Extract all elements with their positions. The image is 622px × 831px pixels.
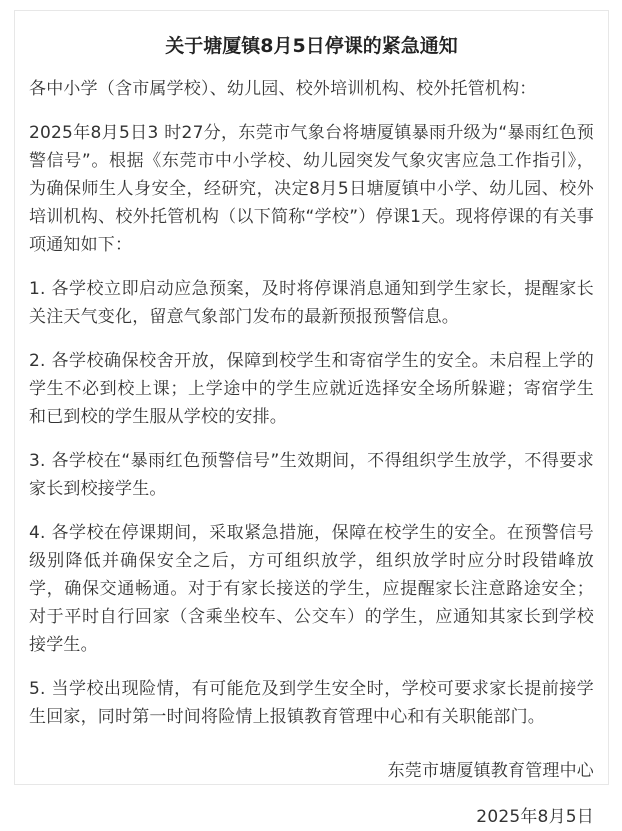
notice-card [14,10,609,827]
notice-title: 关于塘厦镇8月5日停课的紧急通知 [165,35,458,57]
notice-paragraph-item-1: 1. 各学校立即启动应急预案，及时将停课消息通知到学生家长，提醒家长关注天气变化，留意气象部门发布的最新预报预警信息。 [29,279,594,327]
notice-paragraph-item-4: 4. 各学校在停课期间，采取紧急措施，保障在校学生的安全。在预警信号级别降低并确保安全之后，方可组织放学，组织放学时应分时段错峰放学，确保交通畅通。对于有家长接送的学生，应提醒家长注意路途安全；对于平时自行回家（含乘坐校车、公交车）的学生，应通知其家长到学校接学生。 [29,523,594,655]
notice-salutation: 各中小学（含市属学校）、幼儿园、校外培训机构、校外托管机构： [29,79,537,99]
notice-paragraph-item-3: 3. 各学校在“暴雨红色预警信号”生效期间，不得组织学生放学，不得要求家长到校接学生。 [29,451,594,499]
notice-paragraph-item-5: 5. 当学校出现险情，有可能危及到学生安全时，学校可要求家长提前接学生回家，同时第一时间将险情上报镇教育管理中心和有关职能部门。 [29,679,594,727]
notice-page [0,10,622,827]
notice-paragraph-item-2: 2. 各学校确保校舍开放，保障到校学生和寄宿学生的安全。未启程上学的学生不必到校上课；上学途中的学生应就近选择安全场所躲避；寄宿学生和已到校的学生服从学校的安排。 [29,351,594,427]
notice-paragraph-intro: 2025年8月5日3 时27分，东莞市气象台将塘厦镇暴雨升级为“暴雨红色预警信号”。根据《东莞市中小学校、幼儿园突发气象灾害应急工作指引》，为确保师生人身安全，经研究，决定8月5日塘厦镇中小学、幼儿园、校外培训机构、校外托管机构（以下简称“学校”）停课1天。现将停课的有关事项通知如下： [29,123,594,255]
notice-signature: 东莞市塘厦镇教育管理中心 [387,761,594,781]
notice-date: 2025年8月5日 [476,807,594,827]
